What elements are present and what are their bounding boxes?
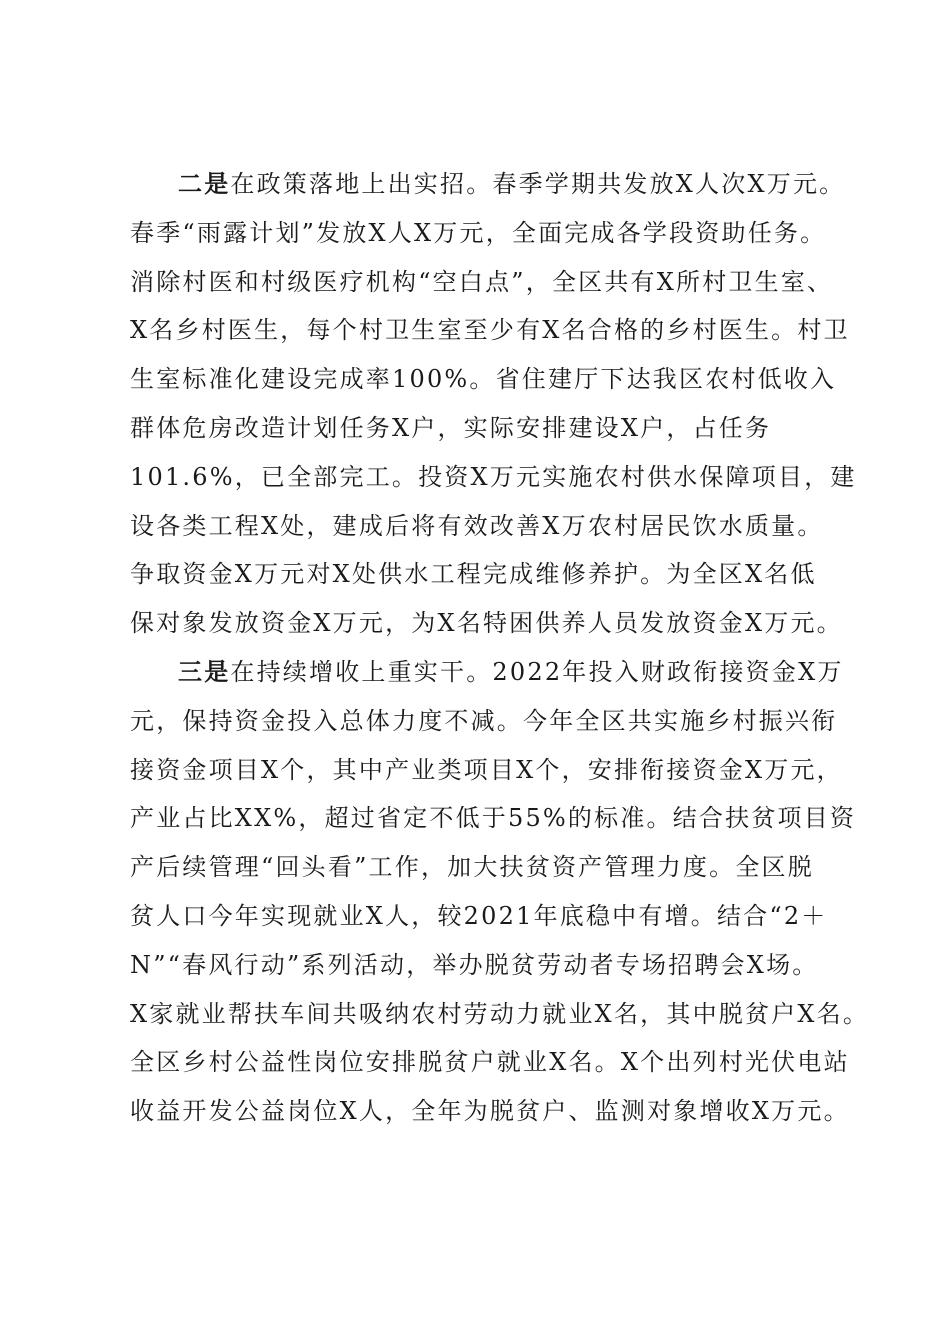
body-text (130, 160, 870, 1136)
paragraph-line: 收益开发公益岗位X人，全年为脱贫户、监测对象增收X万元。 (130, 1097, 850, 1126)
paragraph-line: X名乡村医生，每个村卫生室至少有X名合格的乡村医生。村卫 (130, 316, 850, 345)
paragraph-line: 保对象发放资金X万元，为X名特困供养人员发放资金X万元。 (130, 609, 843, 638)
paragraph-lead: 三是 (178, 656, 231, 686)
paragraph-line: 生室标准化建设完成率100%。省住建厅下达我区农村低收入 (130, 365, 837, 394)
paragraph-line (130, 160, 846, 209)
paragraph-line: 产后续管理“回头看”工作，加大扶贫资产管理力度。全区脱 (130, 853, 814, 882)
paragraph-lead: 二是 (178, 169, 231, 198)
paragraph-line: 全区乡村公益性岗位安排脱贫户就业X名。X个出列村光伏电站 (130, 1048, 850, 1077)
paragraph-line: X家就业帮扶车间共吸纳农村劳动力就业X名，其中脱贫户X名。 (130, 999, 870, 1028)
paragraph-line (130, 648, 844, 697)
paragraph-line: 争取资金X万元对X处供水工程完成维修养护。为全区X名低 (130, 560, 817, 589)
paragraph-line: 春季“雨露计划”发放X人X万元，全面完成各学段资助任务。 (130, 218, 827, 247)
paragraph-line: N”“春风行动”系列活动，举办脱贫劳动者专场招聘会X场。 (130, 950, 819, 979)
paragraph-line: 贫人口今年实现就业X人，较2021年底稳中有增。结合“2＋ (130, 901, 828, 930)
paragraph-line: 消除村医和村级医疗机构“空白点”，全区共有X所村卫生室、 (130, 267, 834, 296)
paragraph-line: 产业占比XX%，超过省定不低于55%的标准。结合扶贫项目资 (130, 804, 857, 833)
paragraph-text: 在持续增收上重实干。2022年投入财政衔接资金X万 (230, 657, 844, 686)
paragraph-line: 元，保持资金投入总体力度不减。今年全区共实施乡村振兴衔 (130, 706, 838, 735)
paragraph-line: 群体危房改造计划任务X户，实际安排建设X户，占任务 (130, 413, 772, 442)
paragraph-line: 设各类工程X处，建成后将有效改善X万农村居民饮水质量。 (130, 511, 824, 540)
paragraph-text: 在政策落地上出实招。春季学期共发放X人次X万元。 (230, 170, 846, 198)
paragraph-line: 101.6%，已全部完工。投资X万元实施农村供水保障项目，建 (130, 462, 857, 491)
paragraph-line: 接资金项目X个，其中产业类项目X个，安排衔接资金X万元， (130, 755, 843, 784)
